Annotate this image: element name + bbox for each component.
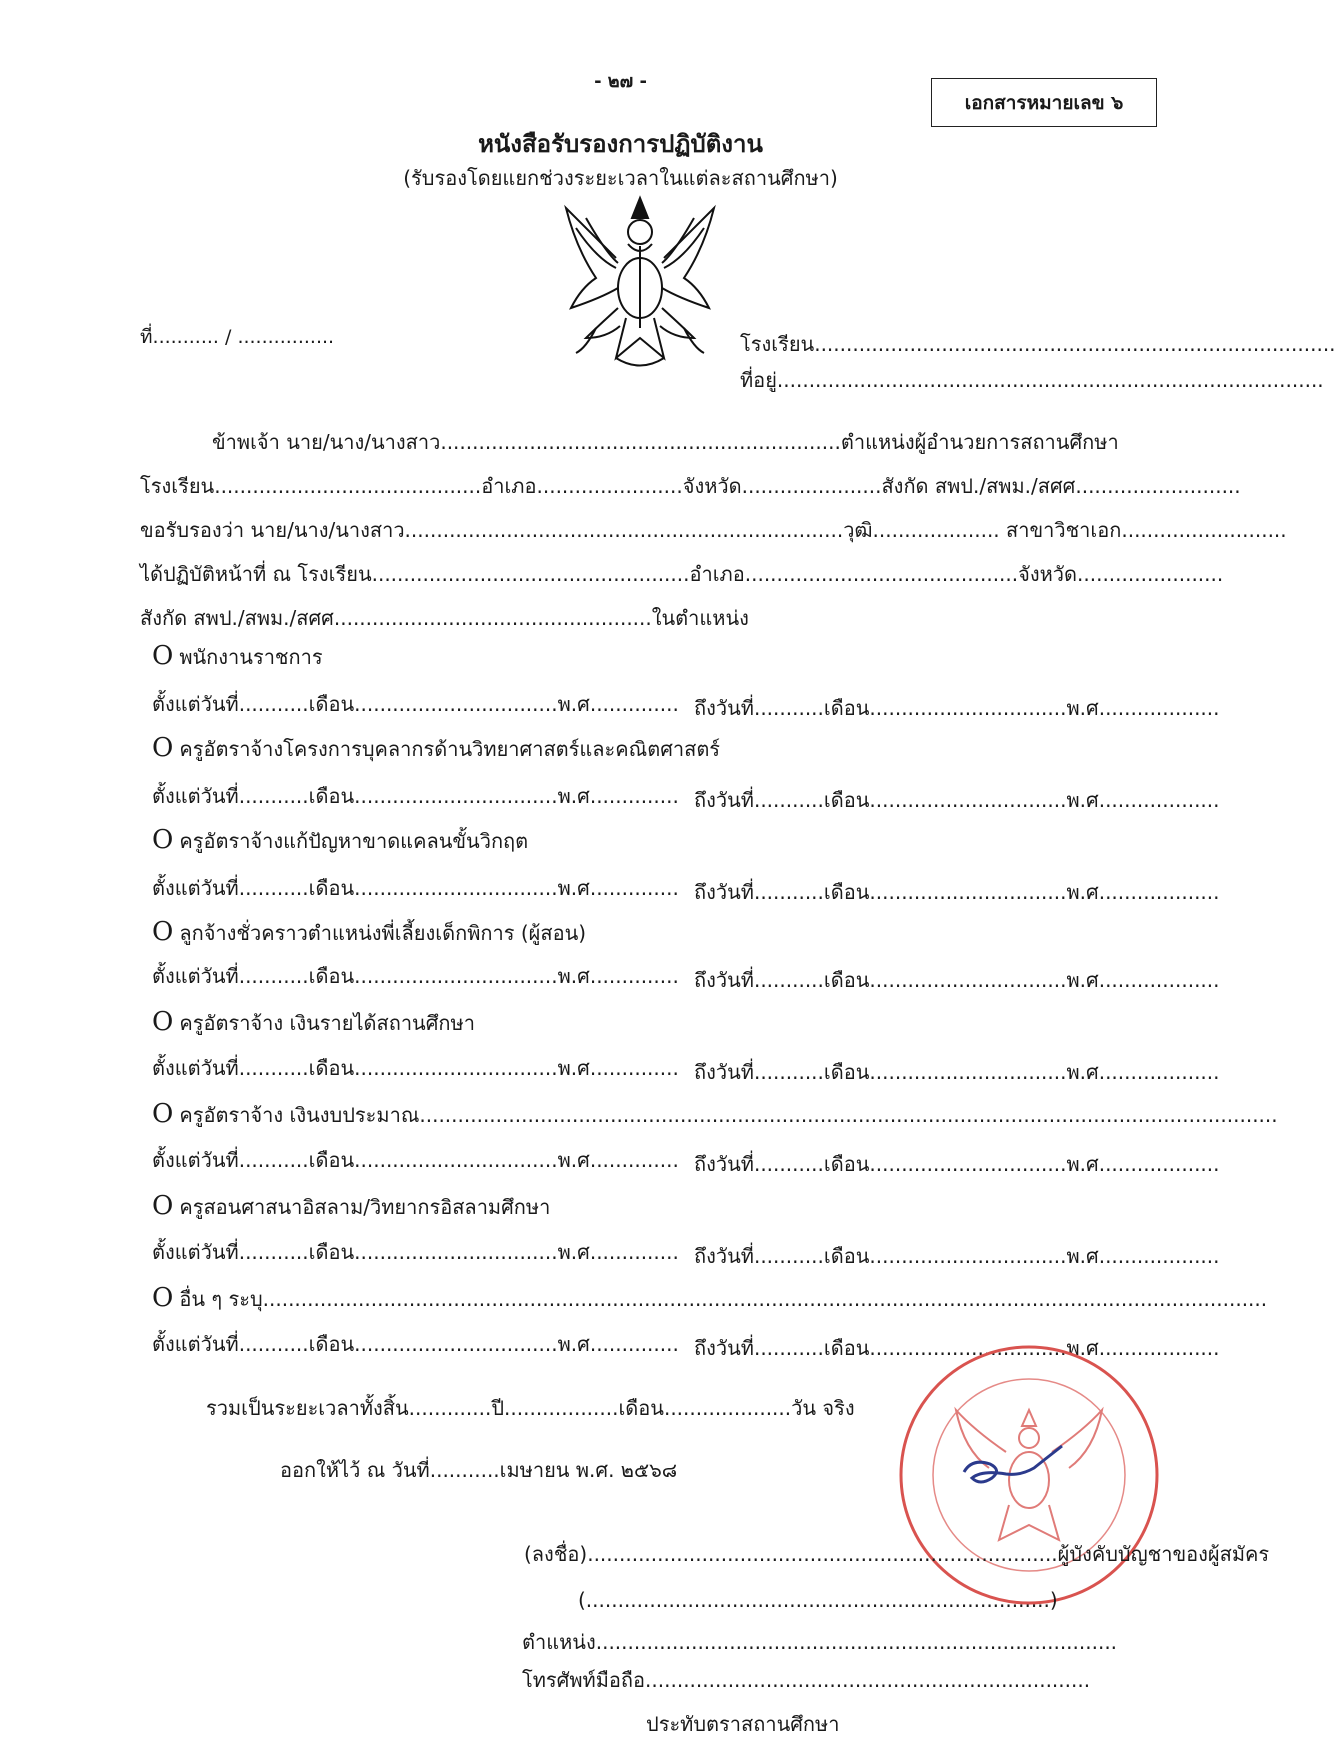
signer-name-line: (.........................................................................): [578, 1588, 1058, 1612]
signer-phone-line: โทรศัพท์มือถือ......................................................................: [522, 1668, 1091, 1692]
option-label: ครูอัตราจ้าง เงินรายได้สถานศึกษา: [179, 1011, 475, 1035]
option-bullet: O: [152, 1099, 174, 1129]
para-line-3: ขอรับรองว่า นาย/นาง/นางสาว.....................................................................วุฒิ.................... สาขาวิชาเอก..........................: [140, 518, 1287, 542]
option-bullet: O: [152, 825, 174, 855]
option-bullet: O: [152, 733, 174, 763]
option-bullet: O: [152, 1007, 174, 1037]
option-label: ครูอัตราจ้าง เงินงบประมาณ.......................................................................................................................................: [179, 1103, 1278, 1127]
garuda-emblem-icon: [556, 188, 724, 378]
para-line-4: ได้ปฏิบัติหน้าที่ ณ โรงเรียน..................................................อำเภอ...........................................จังหวัด.......................: [140, 562, 1224, 586]
period-to: ถึงวันที่...........เดือน...............................พ.ศ...................: [694, 880, 1220, 904]
signer-position-line: ตำแหน่ง..................................................................................: [522, 1630, 1118, 1654]
para-line-2: โรงเรียน..........................................อำเภอ.......................จังหวัด......................สังกัด สพป./สพม./สศศ..........................: [140, 474, 1241, 498]
option-item: [152, 1284, 1267, 1313]
option-item: [152, 642, 323, 671]
option-label: ลูกจ้างชั่วคราวตำแหน่งพี่เลี้ยงเด็กพิการ (ผู้สอน): [179, 921, 587, 945]
period-from: ตั้งแต่วันที่...........เดือน................................พ.ศ..............: [152, 692, 679, 716]
period-from: ตั้งแต่วันที่...........เดือน................................พ.ศ..............: [152, 1240, 679, 1264]
period-to: ถึงวันที่...........เดือน...............................พ.ศ...................: [694, 696, 1220, 720]
option-label: ครูสอนศาสนาอิสลาม/วิทยากรอิสลามศึกษา: [179, 1195, 551, 1219]
official-seal-icon: [894, 1340, 1164, 1610]
option-item: [152, 826, 528, 855]
option-label: ครูอัตราจ้างแก้ปัญหาขาดแคลนขั้นวิกฤต: [179, 829, 529, 853]
period-to: ถึงวันที่...........เดือน...............................พ.ศ...................: [694, 1244, 1220, 1268]
school-address-line: ที่อยู่......................................................................................: [740, 368, 1324, 392]
issued-date-line: ออกให้ไว้ ณ วันที่...........เมษายน พ.ศ. ๒๕๖๘: [280, 1458, 678, 1482]
period-to: ถึงวันที่...........เดือน...............................พ.ศ...................: [694, 1336, 1220, 1360]
option-label: ครูอัตราจ้างโครงการบุคลากรด้านวิทยาศาสตร์และคณิตศาสตร์: [179, 737, 721, 761]
para-line-1: ข้าพเจ้า นาย/นาง/นางสาว...............................................................ตำแหน่งผู้อำนวยการสถานศึกษา: [212, 430, 1119, 454]
document-subtitle: (รับรองโดยแยกช่วงระยะเวลาในแต่ละสถานศึกษา): [403, 166, 838, 190]
option-item: [152, 734, 720, 763]
period-from: ตั้งแต่วันที่...........เดือน................................พ.ศ..............: [152, 1332, 679, 1356]
option-bullet: O: [152, 1283, 174, 1313]
document-number-label: เอกสารหมายเลข ๖: [964, 91, 1124, 114]
option-bullet: O: [152, 917, 174, 947]
period-from: ตั้งแต่วันที่...........เดือน................................พ.ศ..............: [152, 784, 679, 808]
document-title: หนังสือรับรองการปฏิบัติงาน: [478, 130, 763, 158]
period-to: ถึงวันที่...........เดือน...............................พ.ศ...................: [694, 968, 1220, 992]
total-duration-line: รวมเป็นระยะเวลาทั้งสิ้น.............ปี..................เดือน....................วัน จริง: [206, 1396, 855, 1420]
option-label: อื่น ๆ ระบุ..............................................................................................................................................................: [179, 1287, 1268, 1311]
option-item: [152, 1100, 1278, 1129]
option-label: พนักงานราชการ: [179, 645, 323, 669]
signature-line: (ลงชื่อ)..........................................................................ผู้บังคับบัญชาของผู้สมัคร: [524, 1542, 1270, 1566]
document-number-box: [931, 78, 1157, 127]
option-bullet: O: [152, 641, 174, 671]
reference-number: ที่........... / ................: [140, 326, 335, 348]
option-bullet: O: [152, 1191, 174, 1221]
school-name-line: โรงเรียน..................................................................................: [740, 332, 1336, 356]
page-number: - ๒๗ -: [594, 71, 647, 92]
period-from: ตั้งแต่วันที่...........เดือน................................พ.ศ..............: [152, 876, 679, 900]
para-line-5: สังกัด สพป./สพม./สศศ..................................................ในตำแหน่ง: [140, 606, 749, 630]
school-stamp-note: ประทับตราสถานศึกษา: [646, 1712, 840, 1736]
period-to: ถึงวันที่...........เดือน...............................พ.ศ...................: [694, 1152, 1220, 1176]
period-to: ถึงวันที่...........เดือน...............................พ.ศ...................: [694, 788, 1220, 812]
option-item: [152, 1008, 475, 1037]
option-item: [152, 918, 586, 947]
option-item: [152, 1192, 550, 1221]
period-from: ตั้งแต่วันที่...........เดือน................................พ.ศ..............: [152, 1148, 679, 1172]
period-to: ถึงวันที่...........เดือน...............................พ.ศ...................: [694, 1060, 1220, 1084]
period-from: ตั้งแต่วันที่...........เดือน................................พ.ศ..............: [152, 1056, 679, 1080]
period-from: ตั้งแต่วันที่...........เดือน................................พ.ศ..............: [152, 964, 679, 988]
